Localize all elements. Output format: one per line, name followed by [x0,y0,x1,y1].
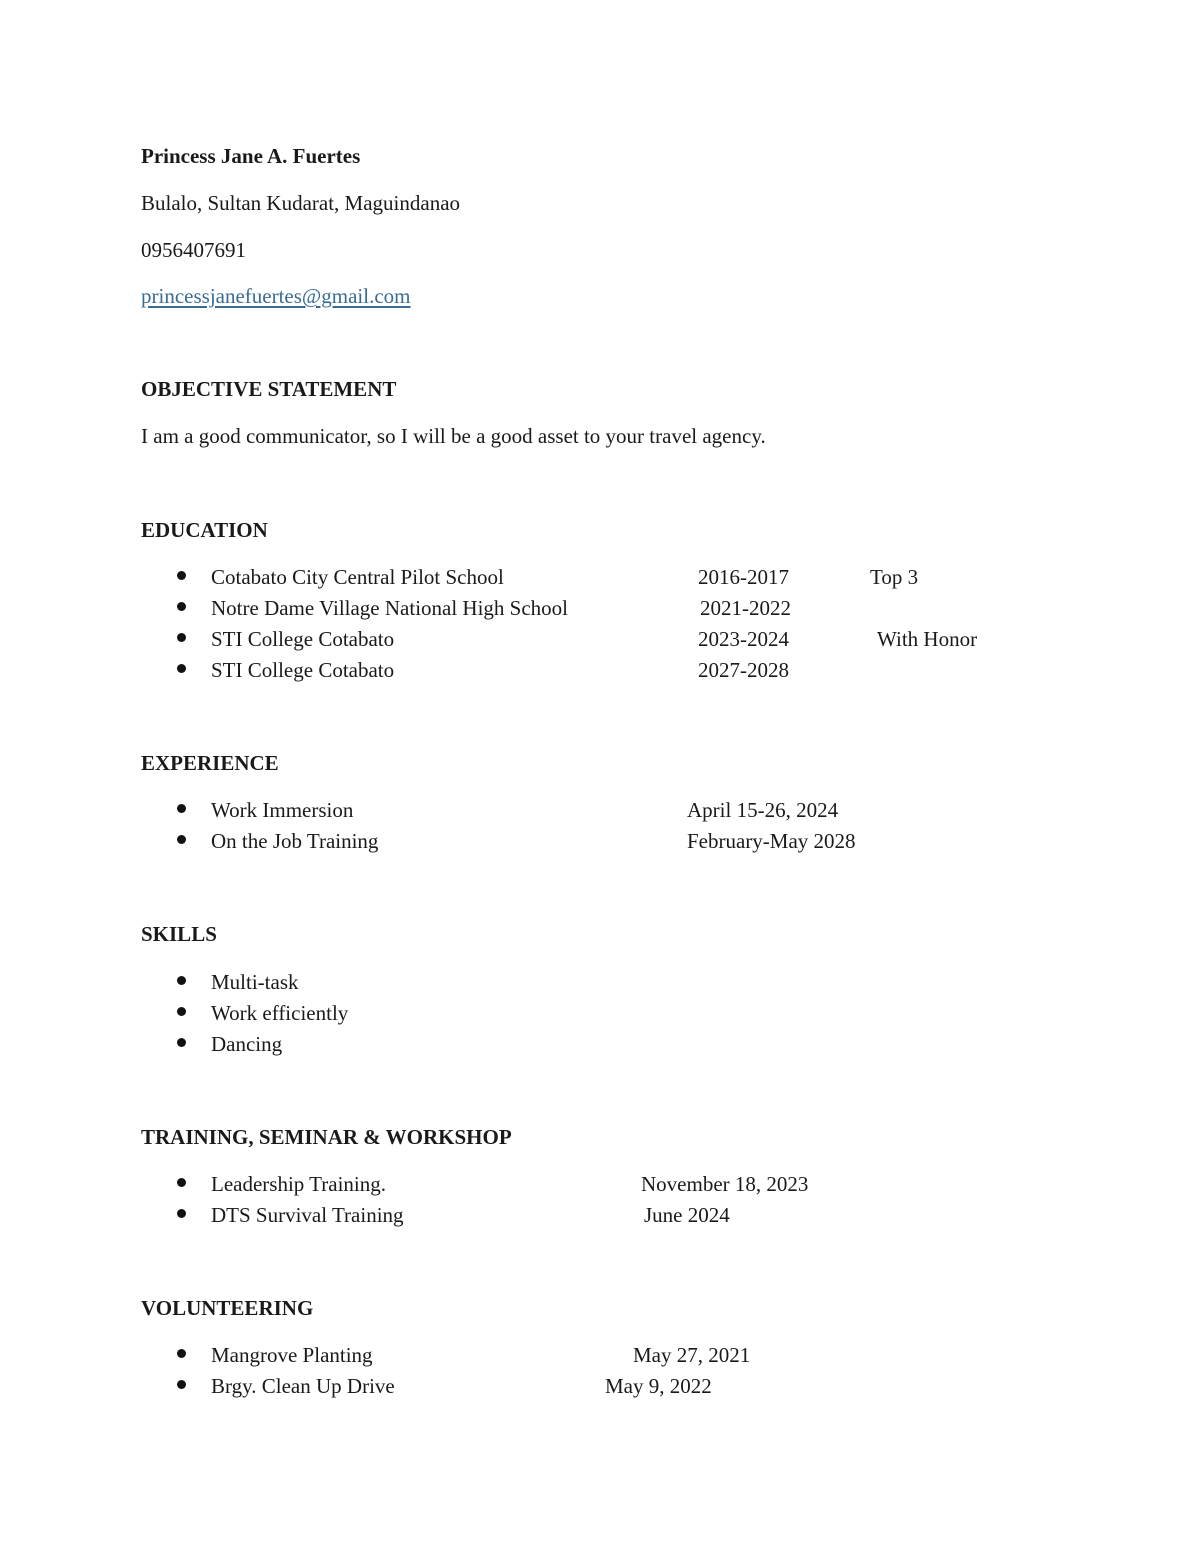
education-note: With Honor [877,627,978,651]
education-school: STI College Cotabato [211,658,395,682]
training-heading: TRAINING, SEMINAR & WORKSHOP [141,1125,512,1149]
education-school: Cotabato City Central Pilot School [211,565,504,589]
address: Bulalo, Sultan Kudarat, Maguindanao [141,191,461,215]
bullet-icon [177,633,186,642]
skill-text: Dancing [211,1032,283,1056]
objective-text: I am a good communicator, so I will be a good asset to your travel agency. [141,424,766,448]
experience-title: Work Immersion [211,798,354,822]
education-school: STI College Cotabato [211,627,395,651]
phone-number: 0956407691 [141,238,246,262]
bullet-icon [177,1038,186,1047]
bullet-icon [177,1007,186,1016]
bullet-icon [177,1380,186,1389]
education-school: Notre Dame Village National High School [211,596,569,620]
volunteering-title: Brgy. Clean Up Drive [211,1374,395,1398]
bullet-icon [177,1178,186,1187]
bullet-icon [177,804,186,813]
training-date: June 2024 [644,1203,730,1227]
education-years: 2016-2017 [698,565,789,589]
bullet-icon [177,664,186,673]
training-title: DTS Survival Training [211,1203,404,1227]
skill-text: Multi-task [211,970,299,994]
volunteering-title: Mangrove Planting [211,1343,373,1367]
experience-date: February-May 2028 [687,829,856,853]
education-years: 2021-2022 [700,596,791,620]
experience-date: April 15-26, 2024 [687,798,839,822]
experience-heading: EXPERIENCE [141,751,279,775]
bullet-icon [177,1209,186,1218]
education-years: 2023-2024 [698,627,789,651]
skills-heading: SKILLS [141,922,217,946]
bullet-icon [177,602,186,611]
bullet-icon [177,835,186,844]
training-date: November 18, 2023 [641,1172,809,1196]
volunteering-date: May 27, 2021 [633,1343,751,1367]
objective-heading: OBJECTIVE STATEMENT [141,377,397,401]
bullet-icon [177,1349,186,1358]
bullet-icon [177,976,186,985]
email-link[interactable]: princessjanefuertes@gmail.com [141,284,411,308]
education-years: 2027-2028 [698,658,789,682]
volunteering-date: May 9, 2022 [605,1374,712,1398]
skill-text: Work efficiently [211,1001,349,1025]
education-heading: EDUCATION [141,518,268,542]
applicant-name: Princess Jane A. Fuertes [141,144,361,168]
training-title: Leadership Training. [211,1172,386,1196]
volunteering-heading: VOLUNTEERING [141,1296,314,1320]
bullet-icon [177,571,186,580]
education-note: Top 3 [870,565,919,589]
experience-title: On the Job Training [211,829,379,853]
